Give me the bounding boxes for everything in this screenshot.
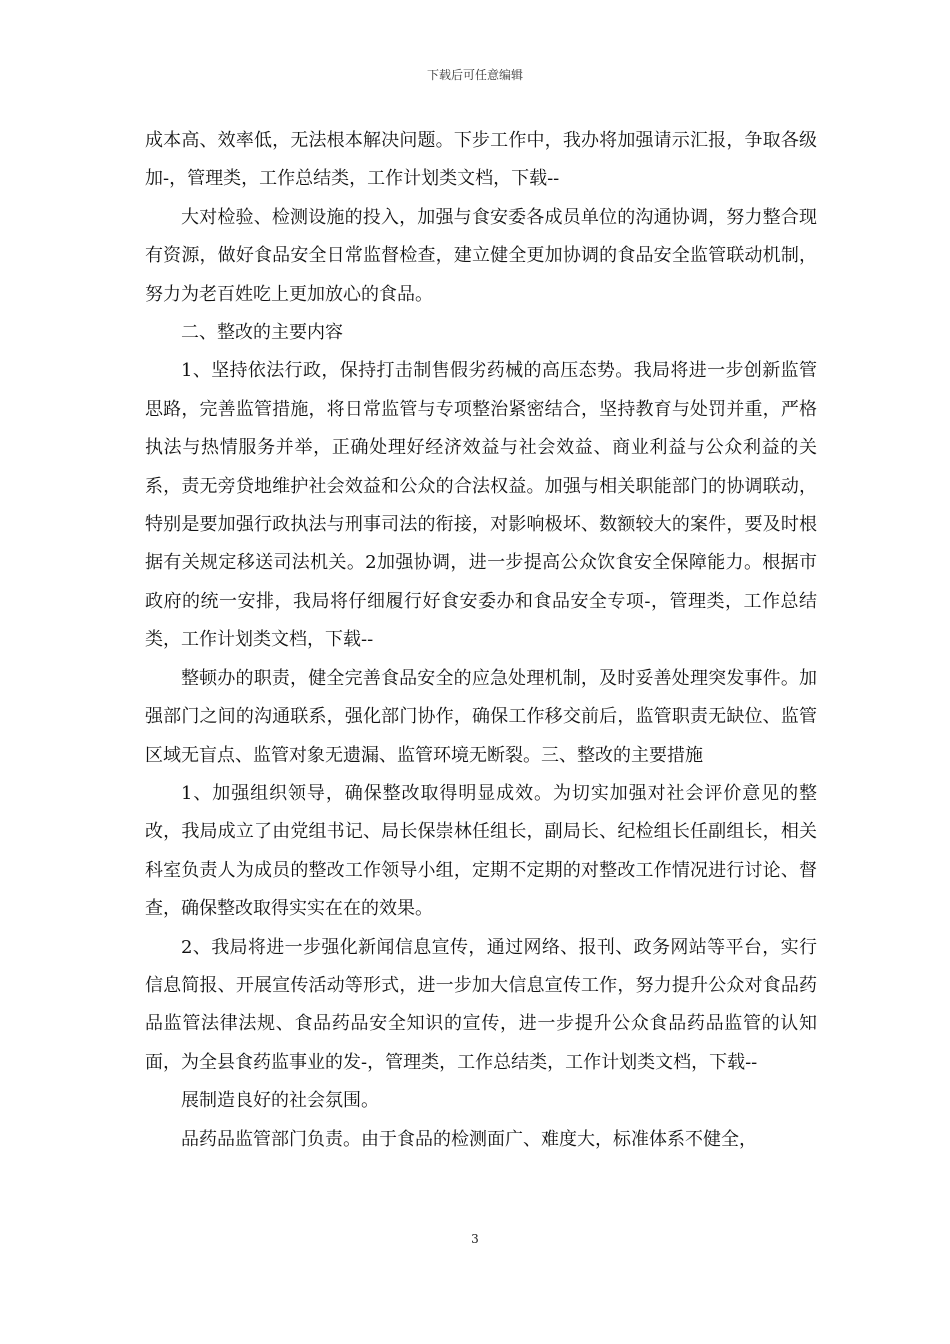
- paragraph-9: 品药品监管部门负责。由于食品的检测面广、难度大，标准体系不健全，: [181, 1128, 757, 1150]
- paragraph-4: 1、坚持依法行政，保持打击制售假劣药械的高压态势。我局将进一步创新监管思路，完善监管措施，将日常监管与专项整治紧密结合，坚持教育与处罚并重，严格执法与热情服务并举，正确处理好经济效益与社会效益、商业利益与公众利益的关系，责无旁贷地维护社会效益和公众的合法权益。加强与相关职能部门的协调联动，特别是要加强行政执法与刑事司法的衔接，对影响极坏、数额较大的案件，要及时根据有关规定移送司法机关。2加强协调，进一步提高公众饮食安全保障能力。根据市政府的统一安排，我局将仔细履行好食安委办和食品安全专项-，管理类，工作总结类，工作计划类文档，下载--: [145, 360, 817, 651]
- section-heading-main-content: 二、整改的主要内容: [181, 322, 343, 344]
- paragraph-8: 展制造良好的社会氛围。: [181, 1090, 379, 1112]
- paragraph-5: 整顿办的职责，健全完善食品安全的应急处理机制，及时妥善处理突发事件。加强部门之间的沟通联系，强化部门协作，确保工作移交前后，监管职责无缺位、监管区域无盲点、监管对象无遗漏、监管环境无断裂。三、整改的主要措施: [145, 667, 817, 766]
- paragraph-2: 大对检验、检测设施的投入，加强与食安委各成员单位的沟通协调，努力整合现有资源，做好食品安全日常监督检查，建立健全更加协调的食品安全监管联动机制，努力为老百姓吃上更加放心的食品。: [145, 206, 817, 305]
- page-header: 下载后可任意编辑: [426, 68, 523, 82]
- document-body: [145, 122, 817, 1159]
- paragraph-7: 2、我局将进一步强化新闻信息宣传，通过网络、报刊、政务网站等平台，实行信息简报、开展宣传活动等形式，进一步加大信息宣传工作，努力提升公众对食品药品监管法律法规、食品药品安全知识的宣传，进一步提升公众食品药品监管的认知面，为全县食药监事业的发-，管理类，工作总结类，工作计划类文档，下载--: [145, 936, 817, 1073]
- page-number: 3: [471, 1232, 479, 1246]
- paragraph-1: 成本高、效率低，无法根本解决问题。下步工作中，我办将加强请示汇报，争取各级加-，管理类，工作总结类，工作计划类文档，下载--: [145, 130, 817, 190]
- paragraph-6: 1、加强组织领导，确保整改取得明显成效。为切实加强对社会评价意见的整改，我局成立了由党组书记、局长保崇林任组长，副局长、纪检组长任副组长，相关科室负责人为成员的整改工作领导小组，定期不定期的对整改工作情况进行讨论、督查，确保整改取得实实在在的效果。: [145, 782, 817, 920]
